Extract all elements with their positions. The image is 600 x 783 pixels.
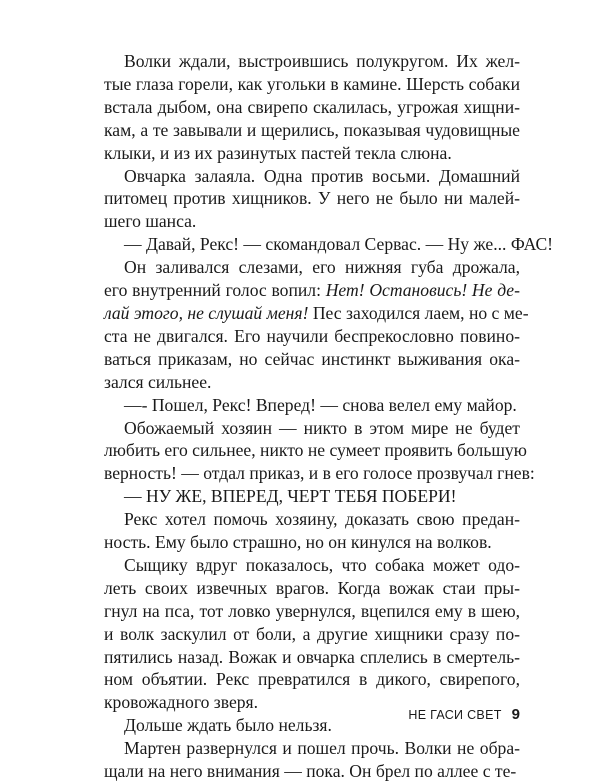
text-line: встала дыбом, она свирепо скалилась, угрожая хищни-	[104, 96, 520, 117]
text-line: и волк заскулил от боли, а другие хищники сразу по-	[104, 623, 520, 644]
text-line: верность! — отдал приказ, и в его голосе прозвучал гнев:	[104, 463, 535, 484]
text-line: его внутренний голос вопил: Нет! Остановись! Не де-	[104, 280, 520, 301]
paragraph	[104, 485, 520, 508]
text-line: тые глаза горели, как угольки в камине. Шерсть собаки	[104, 73, 520, 94]
italic-inner-voice: Нет! Остановись! Не де-	[325, 280, 520, 301]
page-footer	[408, 706, 520, 723]
text-line: — Давай, Рекс! — скомандовал Сервас. — Ну же... ФАС!	[124, 234, 554, 255]
running-title: НЕ ГАСИ СВЕТ	[408, 708, 502, 722]
text-line: Мартен развернулся и пошел прочь. Волки не обра-	[124, 738, 520, 759]
text-line: Обожаемый хозяин — никто в этом мире не будет	[124, 417, 520, 438]
text-line: —- Пошел, Рекс! Вперед! — снова велел ему майор.	[124, 394, 517, 415]
text-line: гнул на пса, тот ловко увернулся, вцепился ему в шею,	[104, 600, 520, 621]
text-line: питомец против хищников. У него не было ни малей-	[104, 188, 520, 209]
italic-inner-voice: лай этого, не слушай меня!	[104, 302, 309, 323]
text-line: Он заливался слезами, его нижняя губа дрожала,	[124, 257, 520, 278]
paragraph	[104, 417, 535, 486]
paragraph	[104, 256, 529, 393]
body-text	[104, 50, 554, 783]
text-line: ста не двигался. Его научили беспрекословно повино-	[104, 325, 520, 346]
text-line: клыки, и из их разинутых пастей текла слюна.	[104, 142, 452, 163]
text-line: Волки ждали, выстроившись полукругом. Их жел-	[124, 51, 520, 71]
text-line: Сыщику вдруг показалось, что собака может одо-	[124, 554, 520, 575]
paragraph	[104, 508, 520, 554]
text-line: ном объятии. Рекс превратился в дикого, свирепого,	[104, 669, 520, 690]
text-line: Овчарка залаяла. Одна против восьми. Домашний	[124, 165, 520, 186]
text-line: шего шанса.	[104, 211, 197, 232]
paragraph	[104, 737, 520, 783]
page-number: 9	[511, 706, 520, 723]
text-line: щали на него внимания — пока. Он брел по аллее с те-	[104, 761, 517, 782]
text-line: кровожадного зверя.	[104, 692, 259, 713]
text-line: зался сильнее.	[104, 371, 212, 392]
text-line: Дольше ждать было нельзя.	[124, 715, 332, 736]
paragraph	[104, 165, 520, 234]
text-line: — НУ ЖЕ, ВПЕРЕД, ЧЕРТ ТЕБЯ ПОБЕРИ!	[124, 486, 457, 507]
paragraph	[104, 554, 520, 714]
text-line: пятились назад. Вожак и овчарка сплелись в смертель-	[104, 646, 520, 667]
text-line: любить его сильнее, никто не сумеет проявить большую	[104, 440, 527, 461]
paragraph	[104, 50, 520, 165]
paragraph	[104, 394, 520, 417]
paragraph	[104, 233, 554, 256]
text-line: лай этого, не слушай меня! Пес заходился лаем, но с ме-	[104, 302, 529, 323]
text-line: Рекс хотел помочь хозяину, доказать свою предан-	[124, 509, 520, 530]
text-line: ность. Ему было страшно, но он кинулся на волков.	[104, 532, 492, 553]
text-line: леть своих извечных врагов. Когда вожак стаи пры-	[104, 577, 520, 598]
text-line: кам, а те завывали и щерились, показывая чудовищные	[104, 119, 520, 140]
text-line: ваться приказам, но сейчас инстинкт выживания ока-	[104, 348, 520, 369]
